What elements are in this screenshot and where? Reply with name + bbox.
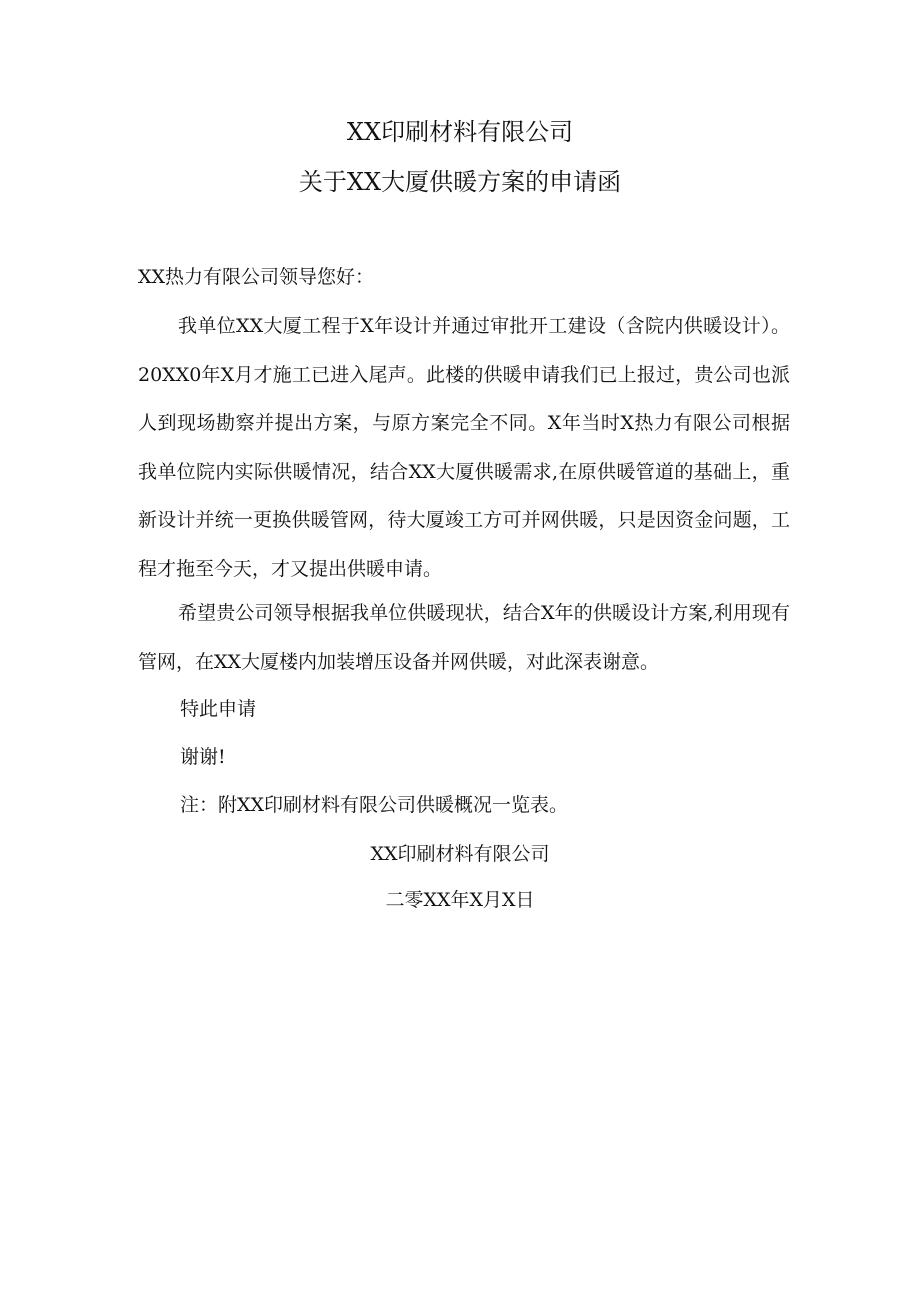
signature-company: XX印刷材料有限公司	[370, 843, 550, 865]
body-paragraph: 我单位XX大厦工程于X年设计并通过审批开工建设（含院内供暖设计）。20XX0年X月才施工已进入尾声。此楼的供暖申请我们已上报过，贵公司也派人到现场勘察并提出方案，与原方案完全不同。X年当时X热力有限公司根据我单位院内实际供暖情况，结合XX大厦供暖需求,在原供暖管道的基础上，重新设计并统一更换供暖管网，待大厦竣工方可并网供暖，只是因资金问题，工程才拖至今天，才又提出供暖申请。	[138, 315, 790, 580]
company-title: XX印刷材料有限公司	[346, 118, 574, 146]
attachment-note: 注：附XX印刷材料有限公司供暖概况一览表。	[180, 794, 569, 816]
thanks-line: 谢谢!	[180, 746, 226, 768]
salutation: XX热力有限公司领导您好：	[138, 266, 375, 288]
signature-date: 二零XX年X月X日	[385, 889, 535, 911]
body-paragraph: 希望贵公司领导根据我单位供暖现状，结合X年的供暖设计方案,利用现有管网，在XX大厦楼内加装增压设备并网供暖，对此深表谢意。	[138, 602, 790, 673]
letter-title: 关于XX大厦供暖方案的申请函	[298, 168, 622, 196]
special-request-line: 特此申请	[180, 698, 257, 720]
